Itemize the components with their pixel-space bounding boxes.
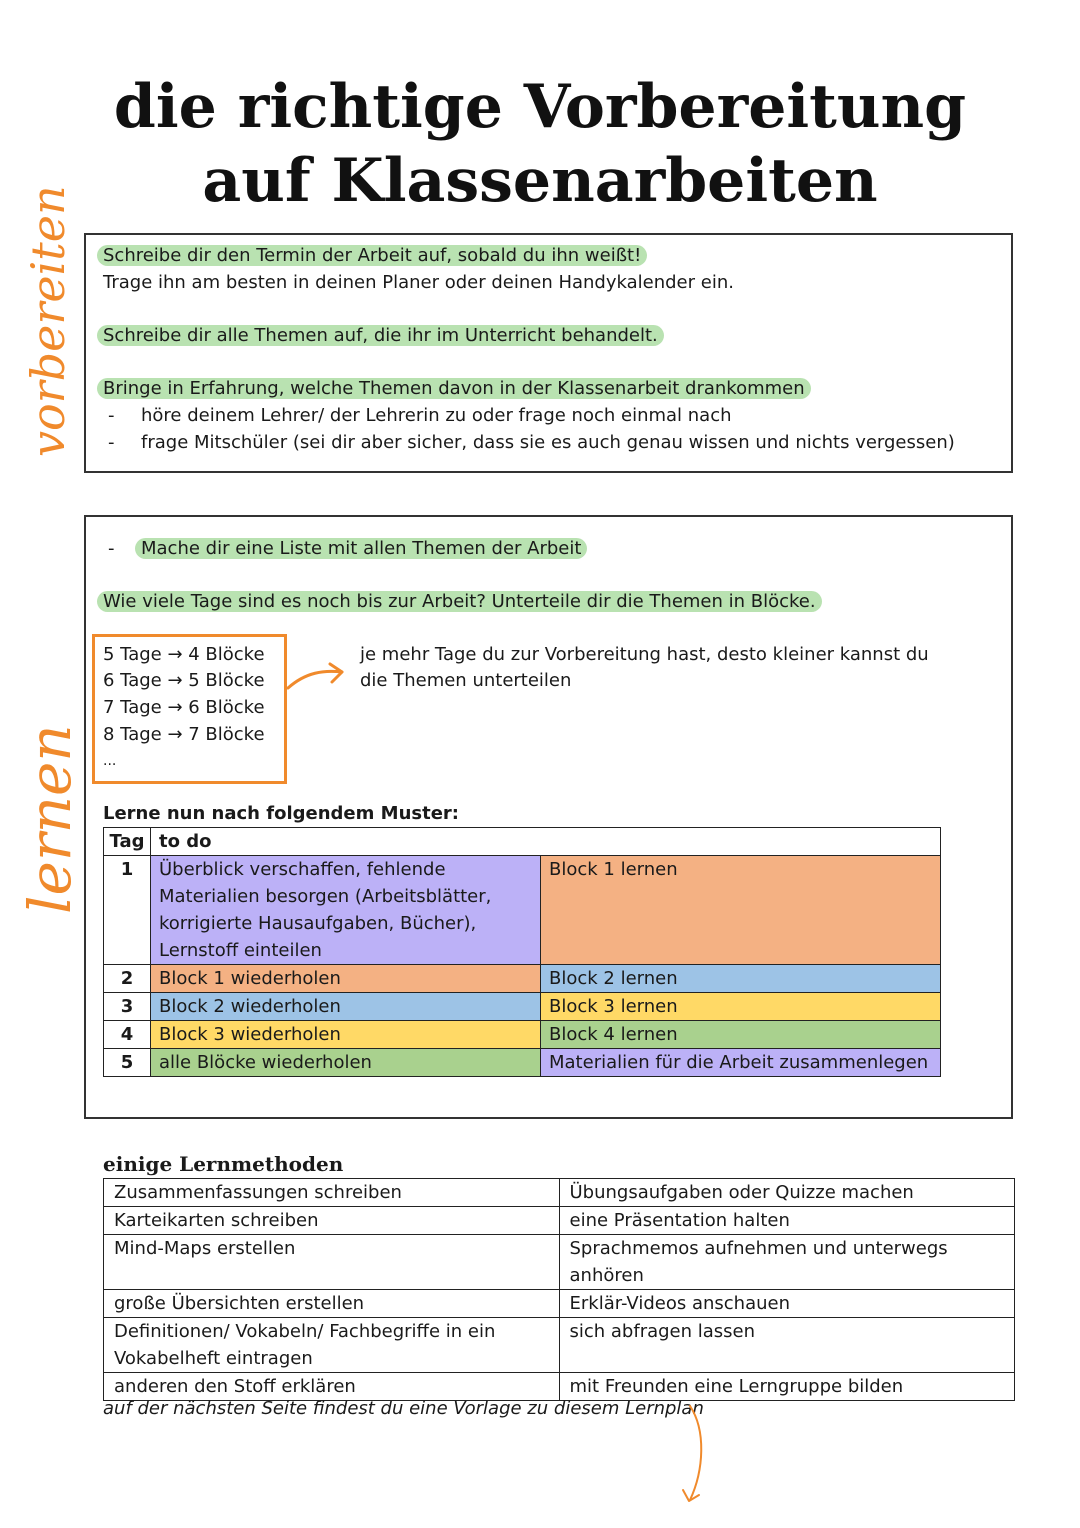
method-left: anderen den Stoff erklären — [104, 1373, 560, 1401]
method-left: große Übersichten erstellen — [104, 1290, 560, 1318]
task-a: Block 1 wiederholen — [151, 965, 541, 993]
task-a: alle Blöcke wiederholen — [151, 1049, 541, 1077]
footer-note: auf der nächsten Seite findest du eine Vorlage zu diesem Lernplan — [103, 1398, 704, 1419]
day-number: 5 — [104, 1049, 151, 1077]
curved-arrow-down-icon — [670, 1400, 720, 1510]
table-row — [104, 1373, 1015, 1401]
table-row — [104, 1049, 941, 1077]
days-item: 7 Tage → 6 Blöcke — [103, 697, 265, 718]
prepare-line-4: Bringe in Erfahrung, welche Themen davon in der Klassenarbeit drankommen — [103, 376, 811, 402]
learning-plan-table — [103, 827, 941, 1077]
method-right: Übungsaufgaben oder Quizze machen — [559, 1179, 1015, 1207]
table-row — [104, 1021, 941, 1049]
title-line-2: auf Klassenarbeiten — [202, 146, 878, 216]
prepare-bullet-2: frage Mitschüler (sei dir aber sicher, dass sie es auch genau wissen und nichts vergessen) — [141, 432, 955, 453]
prepare-line-1: Schreibe dir den Termin der Arbeit auf, sobald du ihn weißt! — [103, 243, 647, 269]
days-item: ... — [103, 753, 117, 769]
day-number: 3 — [104, 993, 151, 1021]
table-row — [104, 1318, 1015, 1373]
page-title — [0, 70, 1080, 218]
note-line-1: je mehr Tage du zur Vorbereitung hast, desto kleiner kannst du — [360, 644, 929, 665]
bullet-dash: - — [108, 405, 115, 426]
day-number: 4 — [104, 1021, 151, 1049]
prepare-bullet-1: höre deinem Lehrer/ der Lehrerin zu oder frage noch einmal nach — [141, 405, 732, 426]
method-left: Karteikarten schreiben — [104, 1207, 560, 1235]
methods-heading: einige Lernmethoden — [103, 1152, 344, 1176]
prepare-line-2: Trage ihn am besten in deinen Planer oder deinen Handykalender ein. — [103, 272, 734, 293]
task-a: Block 3 wiederholen — [151, 1021, 541, 1049]
table-row — [104, 1179, 1015, 1207]
method-left: Definitionen/ Vokabeln/ Fachbegriffe in ein Vokabelheft eintragen — [104, 1318, 560, 1373]
days-item: 8 Tage → 7 Blöcke — [103, 724, 265, 745]
table-row — [104, 1207, 1015, 1235]
bullet-dash: - — [108, 538, 115, 559]
task-b: Block 3 lernen — [541, 993, 941, 1021]
task-a: Block 2 wiederholen — [151, 993, 541, 1021]
table-row — [104, 1235, 1015, 1290]
method-right: sich abfragen lassen — [559, 1318, 1015, 1373]
day-number: 1 — [104, 856, 151, 965]
method-right: Sprachmemos aufnehmen und unterwegs anhören — [559, 1235, 1015, 1290]
task-a: Überblick verschaffen, fehlende Materialien besorgen (Arbeitsblätter, korrigierte Hausaufgaben, Bücher), Lernstoff einteilen — [151, 856, 541, 965]
day-number: 2 — [104, 965, 151, 993]
bullet-dash: - — [108, 432, 115, 453]
header-todo: to do — [151, 828, 941, 856]
method-left: Mind-Maps erstellen — [104, 1235, 560, 1290]
prepare-line-3: Schreibe dir alle Themen auf, die ihr im Unterricht behandelt. — [103, 323, 664, 349]
days-item: 6 Tage → 5 Blöcke — [103, 670, 265, 691]
learn-line-2: Wie viele Tage sind es noch bis zur Arbeit? Unterteile dir die Themen in Blöcke. — [103, 589, 822, 615]
task-b: Block 4 lernen — [541, 1021, 941, 1049]
side-label-learn: lernen — [16, 724, 84, 914]
table-row — [104, 1290, 1015, 1318]
table-header-row — [104, 828, 941, 856]
task-b: Materialien für die Arbeit zusammenlegen — [541, 1049, 941, 1077]
task-b: Block 1 lernen — [541, 856, 941, 965]
method-right: eine Präsentation halten — [559, 1207, 1015, 1235]
header-tag: Tag — [104, 828, 151, 856]
learn-bullet-1: Mache dir eine Liste mit allen Themen der Arbeit — [141, 536, 587, 562]
task-b: Block 2 lernen — [541, 965, 941, 993]
methods-table — [103, 1178, 1015, 1401]
arrow-right-icon — [284, 660, 348, 694]
method-right: mit Freunden eine Lerngruppe bilden — [559, 1373, 1015, 1401]
side-label-prepare: vorbereiten — [21, 185, 75, 457]
note-line-2: die Themen unterteilen — [360, 670, 572, 691]
days-item: 5 Tage → 4 Blöcke — [103, 644, 265, 665]
method-left: Zusammenfassungen schreiben — [104, 1179, 560, 1207]
table-row — [104, 856, 941, 965]
pattern-heading: Lerne nun nach folgendem Muster: — [103, 803, 459, 824]
title-line-1: die richtige Vorbereitung — [113, 72, 967, 142]
table-row — [104, 993, 941, 1021]
table-row — [104, 965, 941, 993]
method-right: Erklär-Videos anschauen — [559, 1290, 1015, 1318]
